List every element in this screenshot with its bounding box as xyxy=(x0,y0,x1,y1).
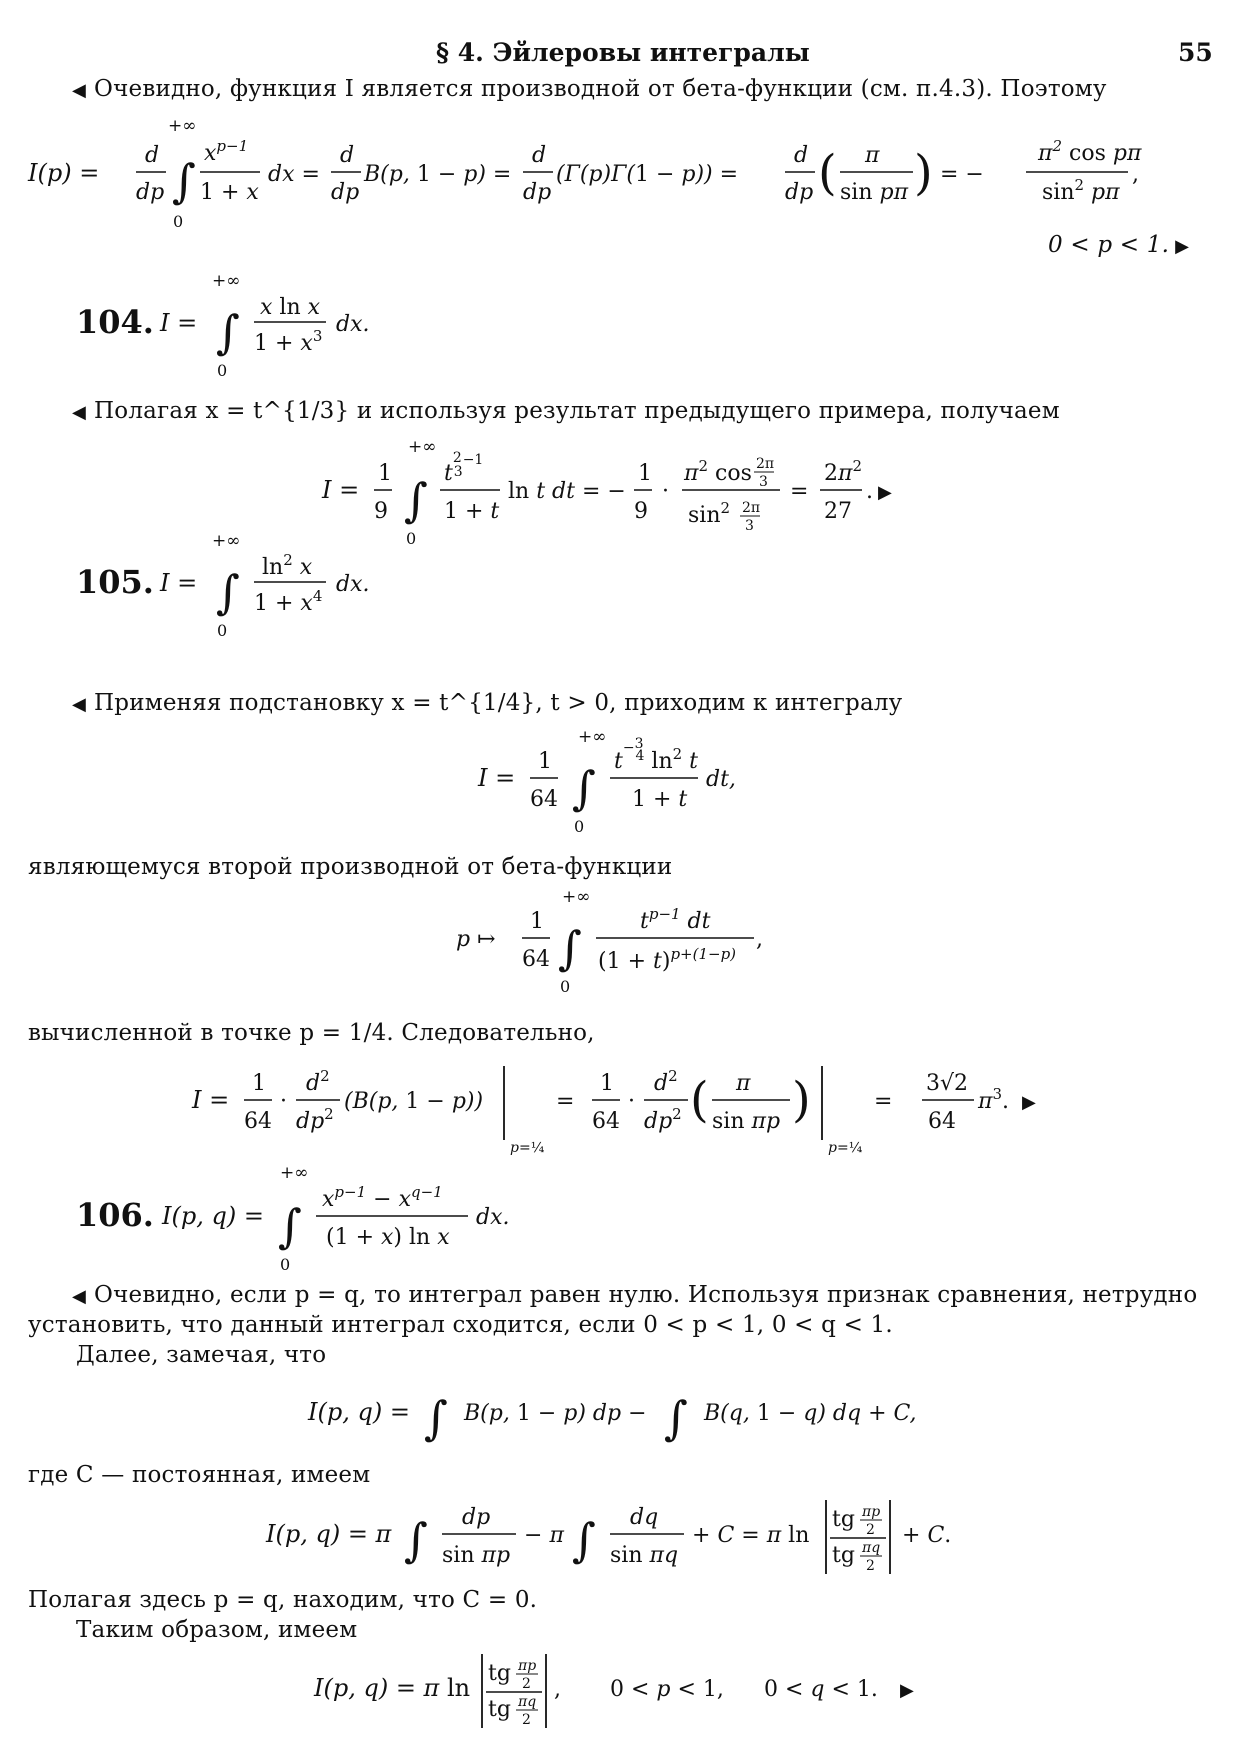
svg-text:1: 1 xyxy=(530,909,544,934)
svg-text:1: 1 xyxy=(638,461,652,486)
problem-106-statement xyxy=(150,1162,550,1272)
svg-text:dx.: dx. xyxy=(336,312,370,337)
svg-text:π: π xyxy=(736,1071,751,1096)
equation-1 xyxy=(20,115,1180,230)
problem-104-result xyxy=(316,437,936,555)
svg-text:t23−1: $t^2$ $3^{-1}$ xyxy=(444,450,484,486)
svg-text:(B(p, 1 − p)): (B(p, 1 − p)) xyxy=(344,1089,484,1114)
svg-text:2: 2 xyxy=(522,1676,531,1692)
svg-text:,: , xyxy=(554,1677,561,1702)
svg-text:πq: πq xyxy=(518,1694,537,1710)
svg-text:0: 0 xyxy=(173,212,184,231)
svg-text:+∞: +∞ xyxy=(408,437,437,457)
svg-text:I(p, q) = π ln: I(p, q) = π ln xyxy=(314,1674,471,1702)
svg-text:dp: dp xyxy=(136,180,165,205)
svg-text:1: 1 xyxy=(538,749,552,774)
svg-text:64: 64 xyxy=(592,1109,620,1134)
svg-text:sin πp: sin πp xyxy=(712,1109,781,1134)
svg-text:sin πp: sin πp xyxy=(442,1543,511,1568)
svg-text:1: 1 xyxy=(600,1071,614,1096)
svg-text:(: ( xyxy=(818,145,837,201)
svg-text:1 + x3: $1 + x^3$ xyxy=(254,327,323,356)
svg-text:2π: 2π xyxy=(756,456,775,472)
svg-text:d: d xyxy=(145,143,160,168)
svg-text:(: ( xyxy=(690,1072,709,1128)
problem-105-result xyxy=(186,1056,1066,1166)
svg-text:dp: dp xyxy=(462,1505,491,1530)
problem-106-para3: где C — постоянная, имеем xyxy=(28,1462,371,1488)
svg-text:p=¼: p=¼ xyxy=(828,1140,863,1156)
svg-text:3: 3 xyxy=(745,518,754,534)
svg-text:∫: ∫ xyxy=(404,473,428,527)
svg-text:+∞: +∞ xyxy=(562,887,591,907)
svg-text:3: 3 xyxy=(759,474,768,490)
svg-text:sin2 pπ: $\sin^2 p\pi$ xyxy=(1042,176,1120,205)
problem-106-para1b: установить, что данный интеграл сходится, если 0 < p < 1, 0 < q < 1. xyxy=(28,1312,893,1338)
svg-text:∫: ∫ xyxy=(278,1199,302,1253)
svg-text:I(p, q) =: I(p, q) = xyxy=(162,1202,264,1230)
problem-106-para5: Таким образом, имеем xyxy=(76,1617,358,1643)
svg-text:+∞: +∞ xyxy=(212,531,241,551)
svg-text:dx.: dx. xyxy=(336,572,370,597)
svg-text:ln t dt = −: ln t dt = − xyxy=(508,479,626,504)
svg-text:.: . xyxy=(866,479,873,504)
svg-text:πq: πq xyxy=(862,1540,881,1556)
svg-text:+ C.: + C. xyxy=(902,1523,952,1548)
svg-text:dp: dp xyxy=(523,180,552,205)
svg-text:tg: tg xyxy=(488,1661,511,1686)
svg-text:sin pπ: sin pπ xyxy=(840,180,909,205)
svg-text:2π2: $2\pi^2$ xyxy=(824,457,863,486)
svg-text:·: · xyxy=(628,1089,635,1114)
svg-text:0: 0 xyxy=(560,977,571,996)
svg-text:ln2 x: $\ln^2 x$ xyxy=(262,551,313,580)
intro-line: ◀ Очевидно, функция I является производной от бета-функции (см. п.4.3). Поэтому xyxy=(72,76,1107,102)
svg-text:64: 64 xyxy=(530,787,558,812)
svg-text:,: , xyxy=(1132,162,1139,187)
svg-text:∫: ∫ xyxy=(424,1391,448,1445)
svg-text:π: π xyxy=(865,143,880,168)
svg-text:1 + t: 1 + t xyxy=(444,499,500,524)
svg-text:): ) xyxy=(792,1072,811,1128)
proof-start-marker: ◀ xyxy=(72,402,87,423)
svg-text:I(p, q) = π: I(p, q) = π xyxy=(266,1520,392,1548)
svg-text:1: 1 xyxy=(378,461,392,486)
svg-text:B(q, 1 − q) dq + C,: B(q, 1 − q) dq + C, xyxy=(704,1401,917,1426)
proof-start-marker: ◀ xyxy=(72,80,87,101)
svg-text:dt,: dt, xyxy=(706,767,736,792)
svg-text:0: 0 xyxy=(217,621,228,640)
problem-106-para4: Полагая здесь p = q, находим, что C = 0. xyxy=(28,1587,538,1613)
svg-text:π2 cos pπ: $\pi^2$ cos pπ xyxy=(1038,137,1142,166)
svg-text:p=¼: p=¼ xyxy=(510,1140,545,1156)
section-title: § 4. Эйлеровы интегралы xyxy=(436,38,810,67)
svg-text:∫: ∫ xyxy=(572,761,596,815)
svg-text:1 + t: 1 + t xyxy=(632,787,688,812)
svg-text:3√2: 3√2 xyxy=(926,1071,969,1096)
svg-text:·: · xyxy=(280,1089,287,1114)
svg-text:tg: tg xyxy=(832,1507,855,1532)
svg-text:+ C = π ln: + C = π ln xyxy=(692,1523,810,1548)
proof-start-marker: ◀ xyxy=(72,694,87,715)
svg-text:0 < q < 1.: 0 < q < 1. xyxy=(764,1677,878,1702)
problem-106-para2: Далее, замечая, что xyxy=(76,1342,327,1368)
svg-text:∫: ∫ xyxy=(664,1391,688,1445)
svg-text:(Γ(p)Γ(1 − p)) =: (Γ(p)Γ(1 − p)) = xyxy=(556,162,739,187)
svg-text:9: 9 xyxy=(374,499,388,524)
svg-text:+∞: +∞ xyxy=(212,271,241,291)
svg-text:sin πq: sin πq xyxy=(610,1543,679,1568)
problem-106-eq-b xyxy=(262,1496,982,1586)
svg-text:(1 + x) ln x: (1 + x) ln x xyxy=(326,1225,450,1250)
svg-text:B(p, 1 − p) dp −: B(p, 1 − p) dp − xyxy=(464,1401,647,1426)
svg-text:dp: dp xyxy=(331,180,360,205)
svg-text:+∞: +∞ xyxy=(280,1163,309,1183)
svg-text:dp2: $dp^2$ xyxy=(296,1105,334,1134)
problem-number: 105. xyxy=(76,563,154,601)
svg-text:9: 9 xyxy=(634,499,648,524)
eq1-condition: 0 < p < 1. ▶ xyxy=(1048,232,1190,258)
svg-text:I(p) =: I(p) = xyxy=(28,159,100,187)
svg-text:π2 cos: $\pi^2$ cos xyxy=(684,457,752,486)
svg-text:▶: ▶ xyxy=(878,482,892,503)
svg-text:xp−1 − xq−1: $x^{p-1} - x^{q-1}$ xyxy=(322,1183,443,1212)
svg-text:− π: − π xyxy=(524,1523,564,1548)
svg-text:π3.: $\pi^3$. xyxy=(978,1085,1010,1114)
svg-text:∫: ∫ xyxy=(216,305,240,359)
svg-text:d: d xyxy=(532,143,547,168)
svg-text:+∞: +∞ xyxy=(168,116,197,136)
svg-text:=: = xyxy=(790,479,809,504)
problem-106-eq-a xyxy=(304,1378,944,1448)
svg-text:x ln x: x ln x xyxy=(260,295,321,320)
svg-text:d2: $d^2$ xyxy=(306,1067,330,1096)
problem-104-statement xyxy=(150,268,400,378)
svg-text:dp2: $dp^2$ xyxy=(644,1105,682,1134)
svg-text:▶: ▶ xyxy=(1022,1092,1036,1113)
problem-105-map xyxy=(450,888,790,998)
svg-text:0: 0 xyxy=(217,361,228,380)
svg-text:(1 + t)p+(1−p): $(1 + t)^{p+(1-p)}$ xyxy=(598,945,737,974)
svg-text:I(p, q) =: I(p, q) = xyxy=(308,1398,410,1426)
svg-text:d2: $d^2$ xyxy=(654,1067,678,1096)
svg-text:d: d xyxy=(794,143,809,168)
svg-text:1 + x: 1 + x xyxy=(200,180,259,205)
problem-105-text2: являющемуся второй производной от бета-функции xyxy=(28,854,673,880)
problem-number: 106. xyxy=(76,1196,154,1234)
svg-text:∫: ∫ xyxy=(404,1513,428,1567)
svg-text:I =: I = xyxy=(160,569,198,597)
svg-text:dx =: dx = xyxy=(268,162,320,187)
svg-text:tp−1 dt: $t^{p-1}$ dt xyxy=(640,905,711,934)
svg-text:B(p, 1 − p) =: B(p, 1 − p) = xyxy=(364,162,512,187)
svg-text:2π: 2π xyxy=(742,500,761,516)
svg-text:xp−1: $x^{p-1}$ xyxy=(204,137,249,166)
svg-text:0: 0 xyxy=(406,529,417,548)
problem-106-para1: ◀ Очевидно, если p = q, то интеграл равен нулю. Используя признак сравнения, нетрудно xyxy=(72,1282,1198,1308)
svg-text:tg: tg xyxy=(488,1697,511,1722)
svg-text:∫: ∫ xyxy=(572,1513,596,1567)
svg-text:2: 2 xyxy=(866,1522,875,1538)
problem-106-eq-c xyxy=(310,1650,930,1740)
svg-text:2: 2 xyxy=(866,1558,875,1574)
svg-text:πp: πp xyxy=(518,1658,537,1674)
svg-text:64: 64 xyxy=(244,1109,272,1134)
svg-text:= −: = − xyxy=(940,162,984,187)
problem-104-solution-line: ◀ Полагая x = t^{1/3} и используя результат предыдущего примера, получаем xyxy=(72,398,1060,424)
proof-end-marker: ▶ xyxy=(1175,236,1190,257)
svg-text:=: = xyxy=(874,1089,893,1114)
svg-text:sin2: $\sin^2$ xyxy=(688,499,731,528)
svg-text:∫: ∫ xyxy=(216,565,240,619)
svg-text:64: 64 xyxy=(522,947,550,972)
svg-text:t−34 ln2 t: t−3 4 $\ln^2 t$ xyxy=(614,736,699,774)
svg-text:I =: I = xyxy=(322,476,360,504)
svg-text:I =: I = xyxy=(160,309,198,337)
svg-text:I =: I = xyxy=(478,764,516,792)
problem-105-solution-line: ◀ Применяя подстановку x = t^{1/4}, t > 0, приходим к интегралу xyxy=(72,690,903,716)
svg-text:2: 2 xyxy=(522,1712,531,1728)
svg-text:dp: dp xyxy=(785,180,814,205)
svg-text:64: 64 xyxy=(928,1109,956,1134)
problem-105-statement xyxy=(150,528,400,638)
problem-number: 104. xyxy=(76,303,154,341)
proof-start-marker: ◀ xyxy=(72,1286,87,1307)
svg-text:∫: ∫ xyxy=(172,154,196,208)
svg-text:∫: ∫ xyxy=(558,921,582,975)
svg-text:,: , xyxy=(756,927,763,952)
svg-text:0: 0 xyxy=(574,817,585,836)
svg-text:·: · xyxy=(662,479,669,504)
svg-text:0: 0 xyxy=(280,1255,291,1274)
svg-text:dx.: dx. xyxy=(476,1205,510,1230)
svg-text:27: 27 xyxy=(824,499,852,524)
svg-text:): ) xyxy=(914,145,933,201)
svg-text:tg: tg xyxy=(832,1543,855,1568)
svg-text:p ↦: p ↦ xyxy=(456,927,496,952)
svg-text:I =: I = xyxy=(192,1086,230,1114)
page-number: 55 xyxy=(1178,38,1213,67)
problem-105-text3: вычисленной в точке p = 1/4. Следовательно, xyxy=(28,1020,595,1046)
svg-text:πp: πp xyxy=(862,1504,881,1520)
svg-text:1: 1 xyxy=(252,1071,266,1096)
svg-text:d: d xyxy=(340,143,355,168)
svg-text:dq: dq xyxy=(630,1505,659,1530)
problem-105-integral xyxy=(468,728,768,838)
svg-text:1 + x4: $1 + x^4$ xyxy=(254,587,323,616)
svg-text:0 < p < 1,: 0 < p < 1, xyxy=(610,1677,724,1702)
svg-text:+∞: +∞ xyxy=(578,727,607,747)
svg-text:=: = xyxy=(556,1089,575,1114)
svg-text:▶: ▶ xyxy=(900,1680,914,1701)
